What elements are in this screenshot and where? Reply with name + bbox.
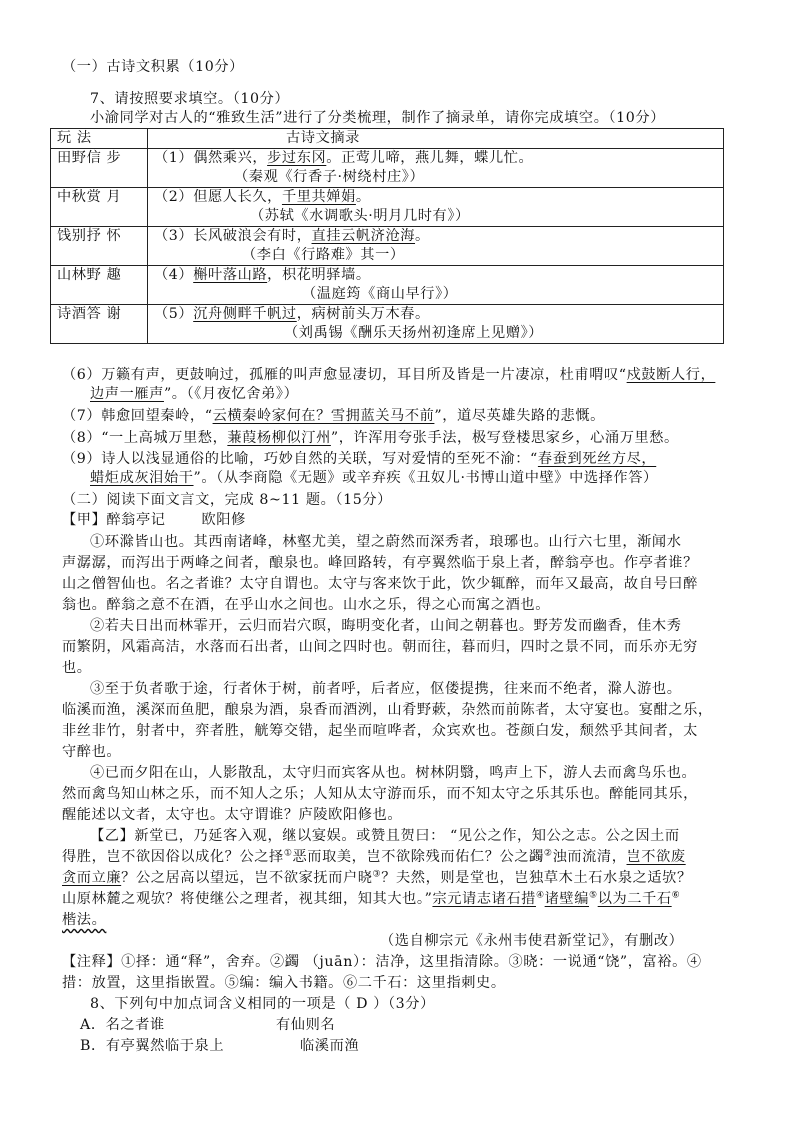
item-9: （9）诗人以浅显通俗的比喻，巧妙自然的关联，写对爱情的至死不渝：“春蚕到死丝方尽， xyxy=(62,451,657,467)
wavy-underlined-text: 楷法。 xyxy=(62,912,107,928)
row-category: 田野信 步 xyxy=(51,149,148,188)
table-row xyxy=(51,149,724,188)
item-7: （7）韩愈回望秦岭，“云横秦岭家何在？雪拥蓝关马不前”，道尽英雄失路的悲慨。 xyxy=(62,408,605,424)
row-source: （刘禹锡《酬乐天扬州初逢席上见赠》） xyxy=(284,325,544,341)
yi-source: （选自柳宗元《永州韦使君新堂记》，有删改） xyxy=(380,933,684,949)
section2-title: （二）阅读下面文言文，完成 8~11 题。（15分） xyxy=(62,492,392,508)
answer-blank: 春蚕到死丝方尽， xyxy=(537,451,657,467)
header-excerpt: 古诗文摘录 xyxy=(148,129,724,149)
table-row xyxy=(51,227,724,266)
jia-p1-line: 山之僧智仙也。名之者谁？太守自谓也。太守与客来饮于此，饮少辄醉，而年又最高，故自号曰醉 xyxy=(62,576,698,592)
q8-option-b-right: 临溪而渔 xyxy=(300,1038,360,1054)
yi-line-4: 山原林麓之观欤？将使继公之理者，视其细，知其大也。”宗元请志诸石措④诸壁编⑤以为二千石⑥ xyxy=(62,890,681,907)
row-category: 诗酒答 谢 xyxy=(51,305,148,344)
jia-p2-line: ②若夫日出而林霏开，云归而岩穴暝，晦明变化者，山间之朝暮也。野芳发而幽香，佳木秀 xyxy=(90,618,682,634)
answer-blank: 槲叶落山路 xyxy=(193,267,268,283)
jia-p1-line: 翁也。醉翁之意不在酒，在乎山水之间也。山水之乐，得之心而寓之酒也。 xyxy=(62,597,550,613)
jia-p4-line: ④已而夕阳在山，人影散乱，太守归而宾客从也。树林阴翳，鸣声上下，游人去而禽鸟乐也。 xyxy=(90,765,697,781)
answer-blank: 直挂云帆济沧海 xyxy=(311,228,416,244)
q7-title: 7、请按照要求填空。（10分） xyxy=(90,91,290,107)
row-excerpt: （5）沉舟侧畔千帆过，病树前头万木春。 （刘禹锡《酬乐天扬州初逢席上见赠》） xyxy=(148,305,724,344)
jia-p3-line: 守醉也。 xyxy=(62,744,122,760)
answer-blank: 步过东冈 xyxy=(267,150,327,166)
notes-line-1: 【注释】①择：通“释”，舍弃。②蠲 （juān）：洁净，这里指清除。③晓：一说通“饶”，富裕。④ xyxy=(62,954,702,970)
item-6: （6）万籁有声，更鼓响过，孤雁的叫声愈显凄切，耳目所及皆是一片凄凉，杜甫喟叹“戍鼓断人行， xyxy=(62,367,716,383)
jia-p3-line: ③至于负者歌于途，行者休于树，前者呼，后者应，伛偻提携，往来而不绝者，滁人游也。 xyxy=(90,681,682,697)
excerpt-table xyxy=(50,128,724,344)
q8-stem: 8、下列句中加点词含义相同的一项是（ D ）（3分） xyxy=(90,996,435,1012)
jia-title: 【甲】醉翁亭记 xyxy=(62,512,166,528)
q7-intro: 小渝同学对古人的“雅致生活”进行了分类梳理，制作了摘录单，请你完成填空。（10分） xyxy=(90,110,665,126)
underlined-sentence: 贪而立廉 xyxy=(62,870,122,886)
yi-line-1: 【乙】新堂已，乃延客入观，继以宴娱。或赞且贺曰： “见公之作，知公之志。公之因土而 xyxy=(90,828,680,844)
jia-heading xyxy=(62,511,246,530)
header-category: 玩 法 xyxy=(51,129,148,149)
answer-blank: 边声一雁声 xyxy=(90,386,164,402)
item-8: （8）“一上高城万里愁，蒹葭杨柳似汀州”，许浑用夸张手法，极写登楼思家乡，心涌万里愁。 xyxy=(62,430,679,446)
row-excerpt: （4）槲叶落山路，枳花明驿墙。 （温庭筠《商山早行》） xyxy=(148,266,724,305)
yi-line-5 xyxy=(62,911,106,930)
jia-p1-line: 声潺潺，而泻出于两峰之间者，酿泉也。峰回路转，有亭翼然临于泉上者，醉翁亭也。作亭者谁？ xyxy=(62,555,698,571)
q8-option-a: A．名之者谁 xyxy=(80,1017,165,1033)
underlined-sentence: 岂不欲废 xyxy=(626,849,686,865)
item-6-cont: 边声一雁声”。（《月夜忆舍弟》） xyxy=(90,386,299,402)
answer-blank: 戍鼓断人行， xyxy=(626,367,716,383)
answer-blank: 蒹葭杨柳似汀州 xyxy=(227,430,331,446)
table-row xyxy=(51,266,724,305)
row-source: （温庭筠《商山早行》） xyxy=(302,286,458,302)
q8-option-a-right: 有仙则名 xyxy=(276,1017,336,1033)
yi-line-3: 贪而立廉？公之居高以望远，岂不欲家抚而户晓③？夫然，则是堂也，岂独草木土石水泉之适欤？ xyxy=(62,869,692,886)
item-9-cont: 蜡炬成灰泪始干”。（从李商隐《无题》或辛弃疾《丑奴儿·书博山道中壁》中选择作答） xyxy=(90,470,658,486)
table-header-row xyxy=(51,129,724,149)
row-source: （秦观《行香子·树绕村庄》） xyxy=(234,169,425,185)
jia-p1-line: ①环滁皆山也。其西南诸峰，林壑尤美，望之蔚然而深秀者，琅琊也。山行六七里，渐闻水 xyxy=(90,534,682,550)
answer-blank: 千里共婵娟 xyxy=(281,189,356,205)
section1-title: （一）古诗文积累（10分） xyxy=(62,59,244,75)
jia-p4-line: 醒能述以文者，太守也。太守谓谁？庐陵欧阳修也。 xyxy=(62,807,403,823)
answer-blank: 云横秦岭家何在？雪拥蓝关马不前 xyxy=(212,408,435,424)
table-row xyxy=(51,188,724,227)
answer-blank: 沉舟侧畔千帆过 xyxy=(193,306,297,322)
row-source: （苏轼《水调歌头·明月几时有》） xyxy=(250,208,470,224)
q8-option-b: B．有亭翼然临于泉上 xyxy=(80,1038,225,1054)
row-excerpt: （1）偶然乘兴，步过东冈。正莺儿啼，燕儿舞，蝶儿忙。 （秦观《行香子·树绕村庄》） xyxy=(148,149,724,188)
table-row xyxy=(51,305,724,344)
jia-p2-line: 也。 xyxy=(62,660,92,676)
row-category: 饯别抒 怀 xyxy=(51,227,148,266)
jia-p3-line: 非丝非竹，射者中，弈者胜，觥筹交错，起坐而喧哗者，众宾欢也。苍颜白发，颓然乎其间者，太 xyxy=(62,723,698,739)
yi-line-2: 得胜，岂不欲因俗以成化？公之择①恶而取美，岂不欲除残而佑仁？公之蠲②浊而流清，岂不欲废 xyxy=(62,848,686,865)
row-source: （李白《行路难》其一） xyxy=(242,247,405,263)
row-category: 中秋赏 月 xyxy=(51,188,148,227)
jia-p4-line: 然而禽鸟知山林之乐，而不知人之乐；人知从太守游而乐，而不知太守之乐其乐也。醉能同其乐， xyxy=(62,786,698,802)
answer-blank: 蜡炬成灰泪始干 xyxy=(90,470,194,486)
row-excerpt: （2）但愿人长久，千里共婵娟。 （苏轼《水调歌头·明月几时有》） xyxy=(148,188,724,227)
row-category: 山林野 趣 xyxy=(51,266,148,305)
notes-line-2: 措：放置，这里指嵌置。⑤编：编入书籍。⑥二千石：这里指刺史。 xyxy=(62,975,506,991)
underlined-sentence: 宗元请志诸石措 xyxy=(432,891,536,907)
jia-p3-line: 临溪而渔，溪深而鱼肥，酿泉为酒，泉香而酒洌，山肴野蔌，杂然而前陈者，太守宴也。宴酣之乐， xyxy=(62,702,713,718)
row-excerpt: （3）长风破浪会有时，直挂云帆济沧海。 （李白《行路难》其一） xyxy=(148,227,724,266)
jia-p2-line: 而繁阴，风霜高洁，水落而石出者，山间之四时也。朝而往，暮而归，四时之景不同，而乐亦无穷 xyxy=(62,639,698,655)
jia-author: 欧阳修 xyxy=(201,512,246,528)
